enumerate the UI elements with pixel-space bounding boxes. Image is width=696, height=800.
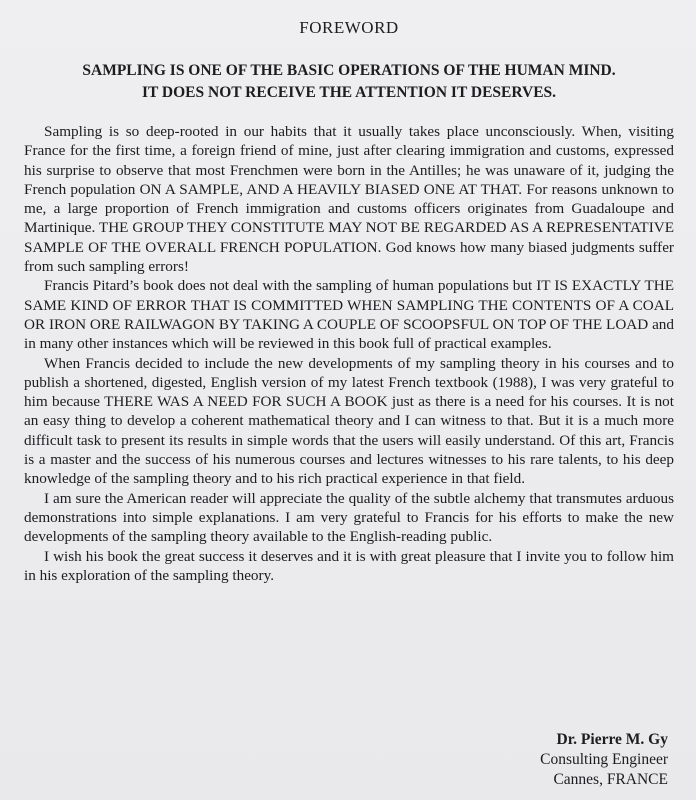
paragraph: Sampling is so deep-rooted in our habits that it usually takes place unconsciously. When, visiting France for the first time, a foreign friend of mine, just after clearing immigration and customs, expressed his surprise to observe that most Frenchmen were born in the Antilles; he was unaware of it, judging the French population ON A SAMPLE, AND A HEAVILY BIASED ONE AT THAT. For reasons unknown to me, a large proportion of French immigration and customs officers originates from Guadaloupe and Martinique. THE GROUP THEY CONSTITUTE MAY NOT BE REGARDED AS A REPRESENTATIVE SAMPLE OF THE OVERALL FRENCH POPULATION. God knows how many biased judgments suffer from such sampling errors!: [24, 123, 674, 276]
subheading: [24, 60, 674, 104]
paragraph: Francis Pitard’s book does not deal with the sampling of human populations but IT IS EXACTLY THE SAME KIND OF ERROR THAT IS COMMITTED WHEN SAMPLING THE CONTENTS OF A COAL OR IRON ORE RAILWAGON BY TAKING A COUPLE OF SCOOPSFUL ON TOP OF THE LOAD and in many other instances which will be reviewed in this book full of practical examples.: [24, 277, 674, 353]
paragraph: I wish his book the great success it deserves and it is with great pleasure that I invite you to follow him in his exploration of the sampling theory.: [24, 547, 674, 584]
page-title: FOREWORD: [299, 18, 399, 37]
paragraph: When Francis decided to include the new developments of my sampling theory in his courses and to publish a shortened, digested, English version of my latest French textbook (1988), I was very grateful to him because THERE WAS A NEED FOR SUCH A BOOK just as there is a need for his courses. It is not an easy thing to develop a coherent mathematical theory and I can witness to that. But it is a much more difficult task to present its results in simple words that the users will easily understand. Of this art, Francis is a master and the success of his numerous courses and lectures witnesses to his rare talents, to his deep knowledge of the sampling theory and to his rich practical experience in that field.: [24, 354, 674, 488]
subheading-line-2: IT DOES NOT RECEIVE THE ATTENTION IT DESERVES.: [141, 84, 557, 101]
author-name: Dr. Pierre M. Gy: [556, 731, 668, 748]
foreword-body: [24, 122, 674, 585]
author-title: Consulting Engineer: [540, 751, 668, 768]
signature-block: [540, 730, 668, 790]
paragraph: I am sure the American reader will appreciate the quality of the subtle alchemy that transmutes arduous demonstrations into simple explanations. I am very grateful to Francis for his efforts to make the new developments of the sampling theory available to the English-reading public.: [24, 489, 674, 546]
subheading-line-1: SAMPLING IS ONE OF THE BASIC OPERATIONS OF THE HUMAN MIND.: [82, 62, 616, 79]
author-location: Cannes, FRANCE: [553, 771, 668, 788]
